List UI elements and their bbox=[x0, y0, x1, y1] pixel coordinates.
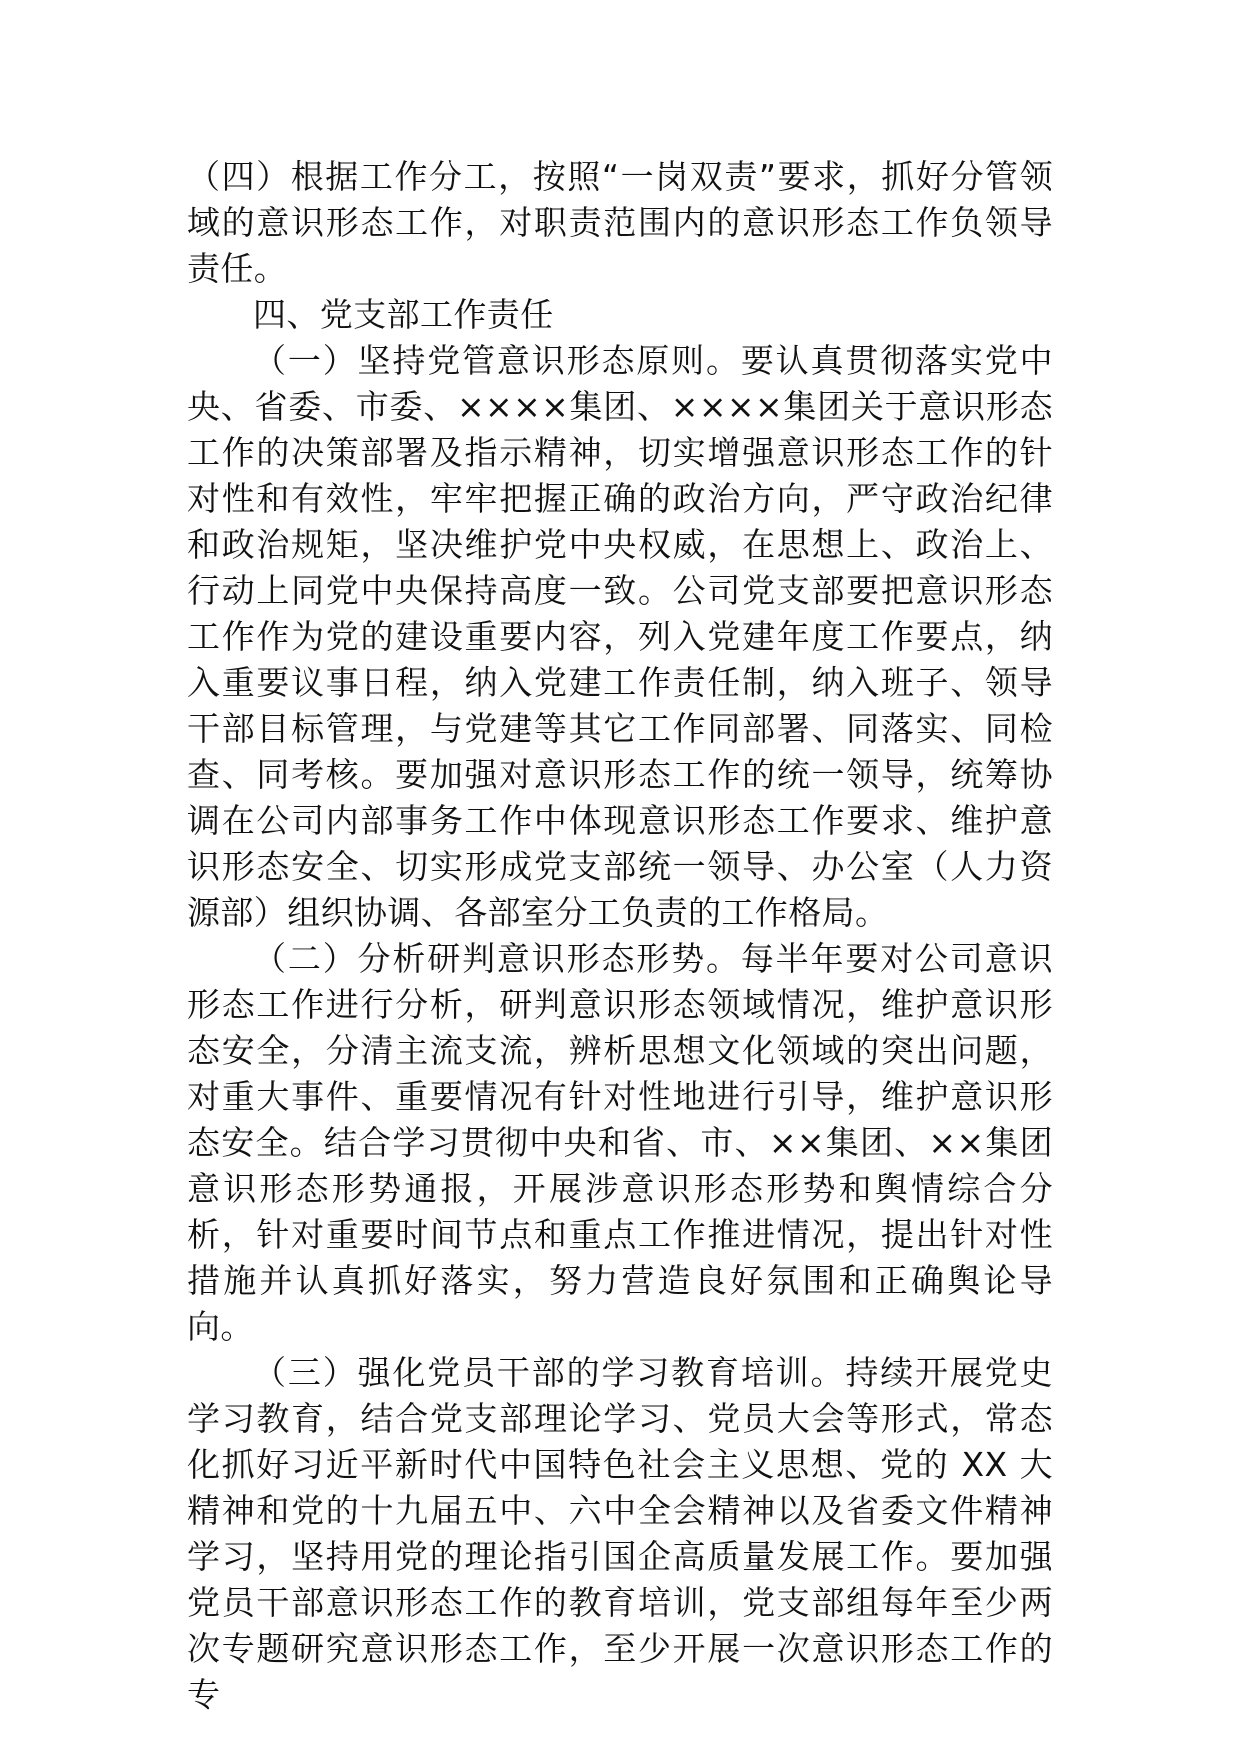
paragraph-principle-one: （一）坚持党管意识形态原则。要认真贯彻落实党中央、省委、市委、××××集团、××××集团关于意识形态工作的决策部署及指示精神，切实增强意识形态工作的针对性和有效性，牢牢把握正确的政治方向，严守政治纪律和政治规矩，坚决维护党中央权威，在思想上、政治上、行动上同党中央保持高度一致。公司党支部要把意识形态工作作为党的建设重要内容，列入党建年度工作要点，纳入重要议事日程，纳入党建工作责任制，纳入班子、领导干部目标管理，与党建等其它工作同部署、同落实、同检查、同考核。要加强对意识形态工作的统一领导，统筹协调在公司内部事务工作中体现意识形态工作要求、维护意识形态安全、切实形成党支部统一领导、办公室（人力资源部）组织协调、各部室分工负责的工作格局。 bbox=[187, 341, 1053, 932]
paragraph-training-three: （三）强化党员干部的学习教育培训。持续开展党史学习教育，结合党支部理论学习、党员大会等形式，常态化抓好习近平新时代中国特色社会主义思想、党的 XX 大精神和党的十九届五中、六中全会精神以及省委文件精神学习，坚持用党的理论指引国企高质量发展工作。要加强党员干部意识形态工作的教育培训，党支部组每年至少两次专题研究意识形态工作，至少开展一次意识形态工作的专 bbox=[187, 1353, 1053, 1714]
section-heading-party-branch-duties: 四、党支部工作责任 bbox=[253, 295, 554, 334]
paragraph-duty-four: （四）根据工作分工，按照“一岗双责”要求，抓好分管领域的意识形态工作，对职责范围内的意识形态工作负领导责任。 bbox=[187, 157, 1053, 288]
document-body bbox=[187, 154, 1053, 1718]
paragraph-analysis-two: （二）分析研判意识形态形势。每半年要对公司意识形态工作进行分析，研判意识形态领域情况，维护意识形态安全，分清主流支流，辨析思想文化领域的突出问题，对重大事件、重要情况有针对性地进行引导，维护意识形态安全。结合学习贯彻中央和省、市、××集团、××集团意识形态形势通报，开展涉意识形态形势和舆情综合分析，针对重要时间节点和重点工作推进情况，提出针对性措施并认真抓好落实，努力营造良好氛围和正确舆论导向。 bbox=[187, 939, 1053, 1346]
